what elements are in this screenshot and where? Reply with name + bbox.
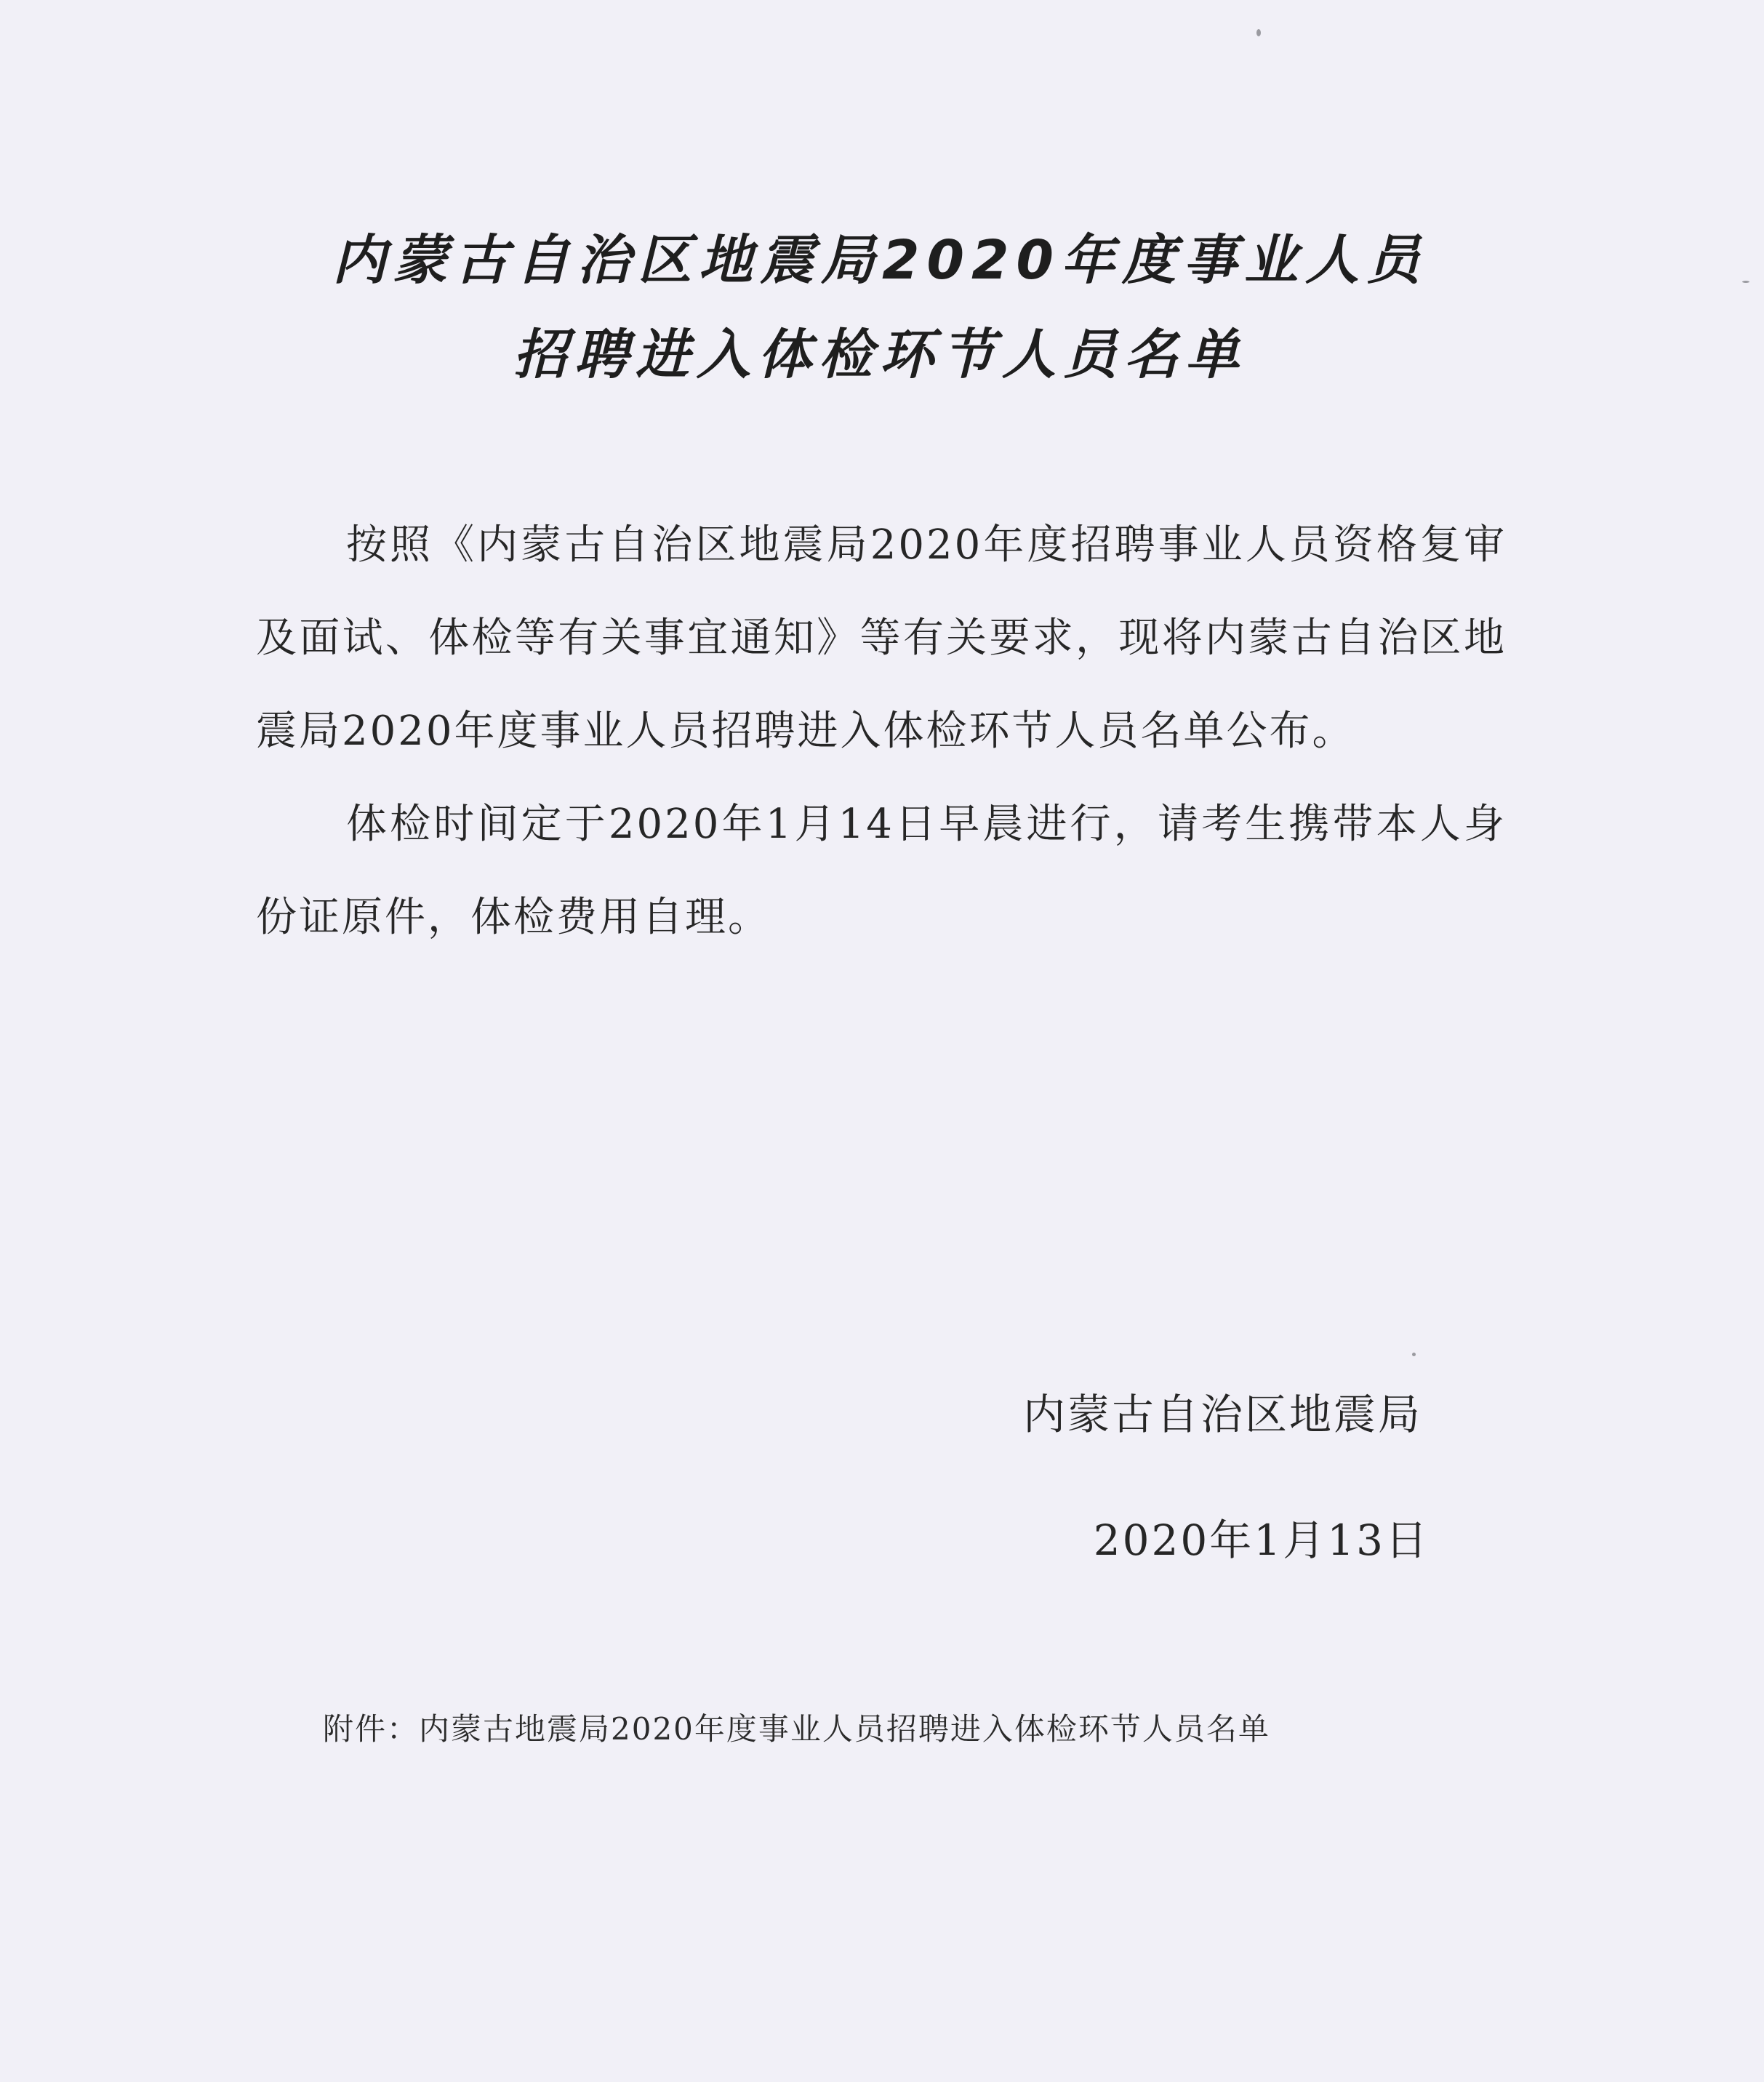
scan-speck <box>1412 1353 1416 1356</box>
signature-date: 2020年1月13日 <box>1093 1516 1430 1565</box>
scan-speck <box>1742 281 1749 283</box>
document-title-line-1: 内蒙古自治区地震局2020年度事业人员 <box>332 229 1427 292</box>
body-paragraph-1: 按照《内蒙古自治区地震局2020年度招聘事业人员资格复审及面试、体检等有关事宜通知》等有关要求，现将内蒙古自治区地震局2020年度事业人员招聘进入体检环节人员名单公布。 <box>256 521 1507 755</box>
signature-organization: 内蒙古自治区地震局 <box>1022 1390 1422 1439</box>
attachment-note: 附件：内蒙古地震局2020年度事业人员招聘进入体检环节人员名单 <box>323 1711 1270 1747</box>
scan-speck <box>1256 29 1261 36</box>
body-paragraph-2: 体检时间定于2020年1月14日早晨进行，请考生携带本人身份证原件，体检费用自理。 <box>256 801 1507 941</box>
document-title-line-2: 招聘进入体检环节人员名单 <box>513 324 1246 386</box>
